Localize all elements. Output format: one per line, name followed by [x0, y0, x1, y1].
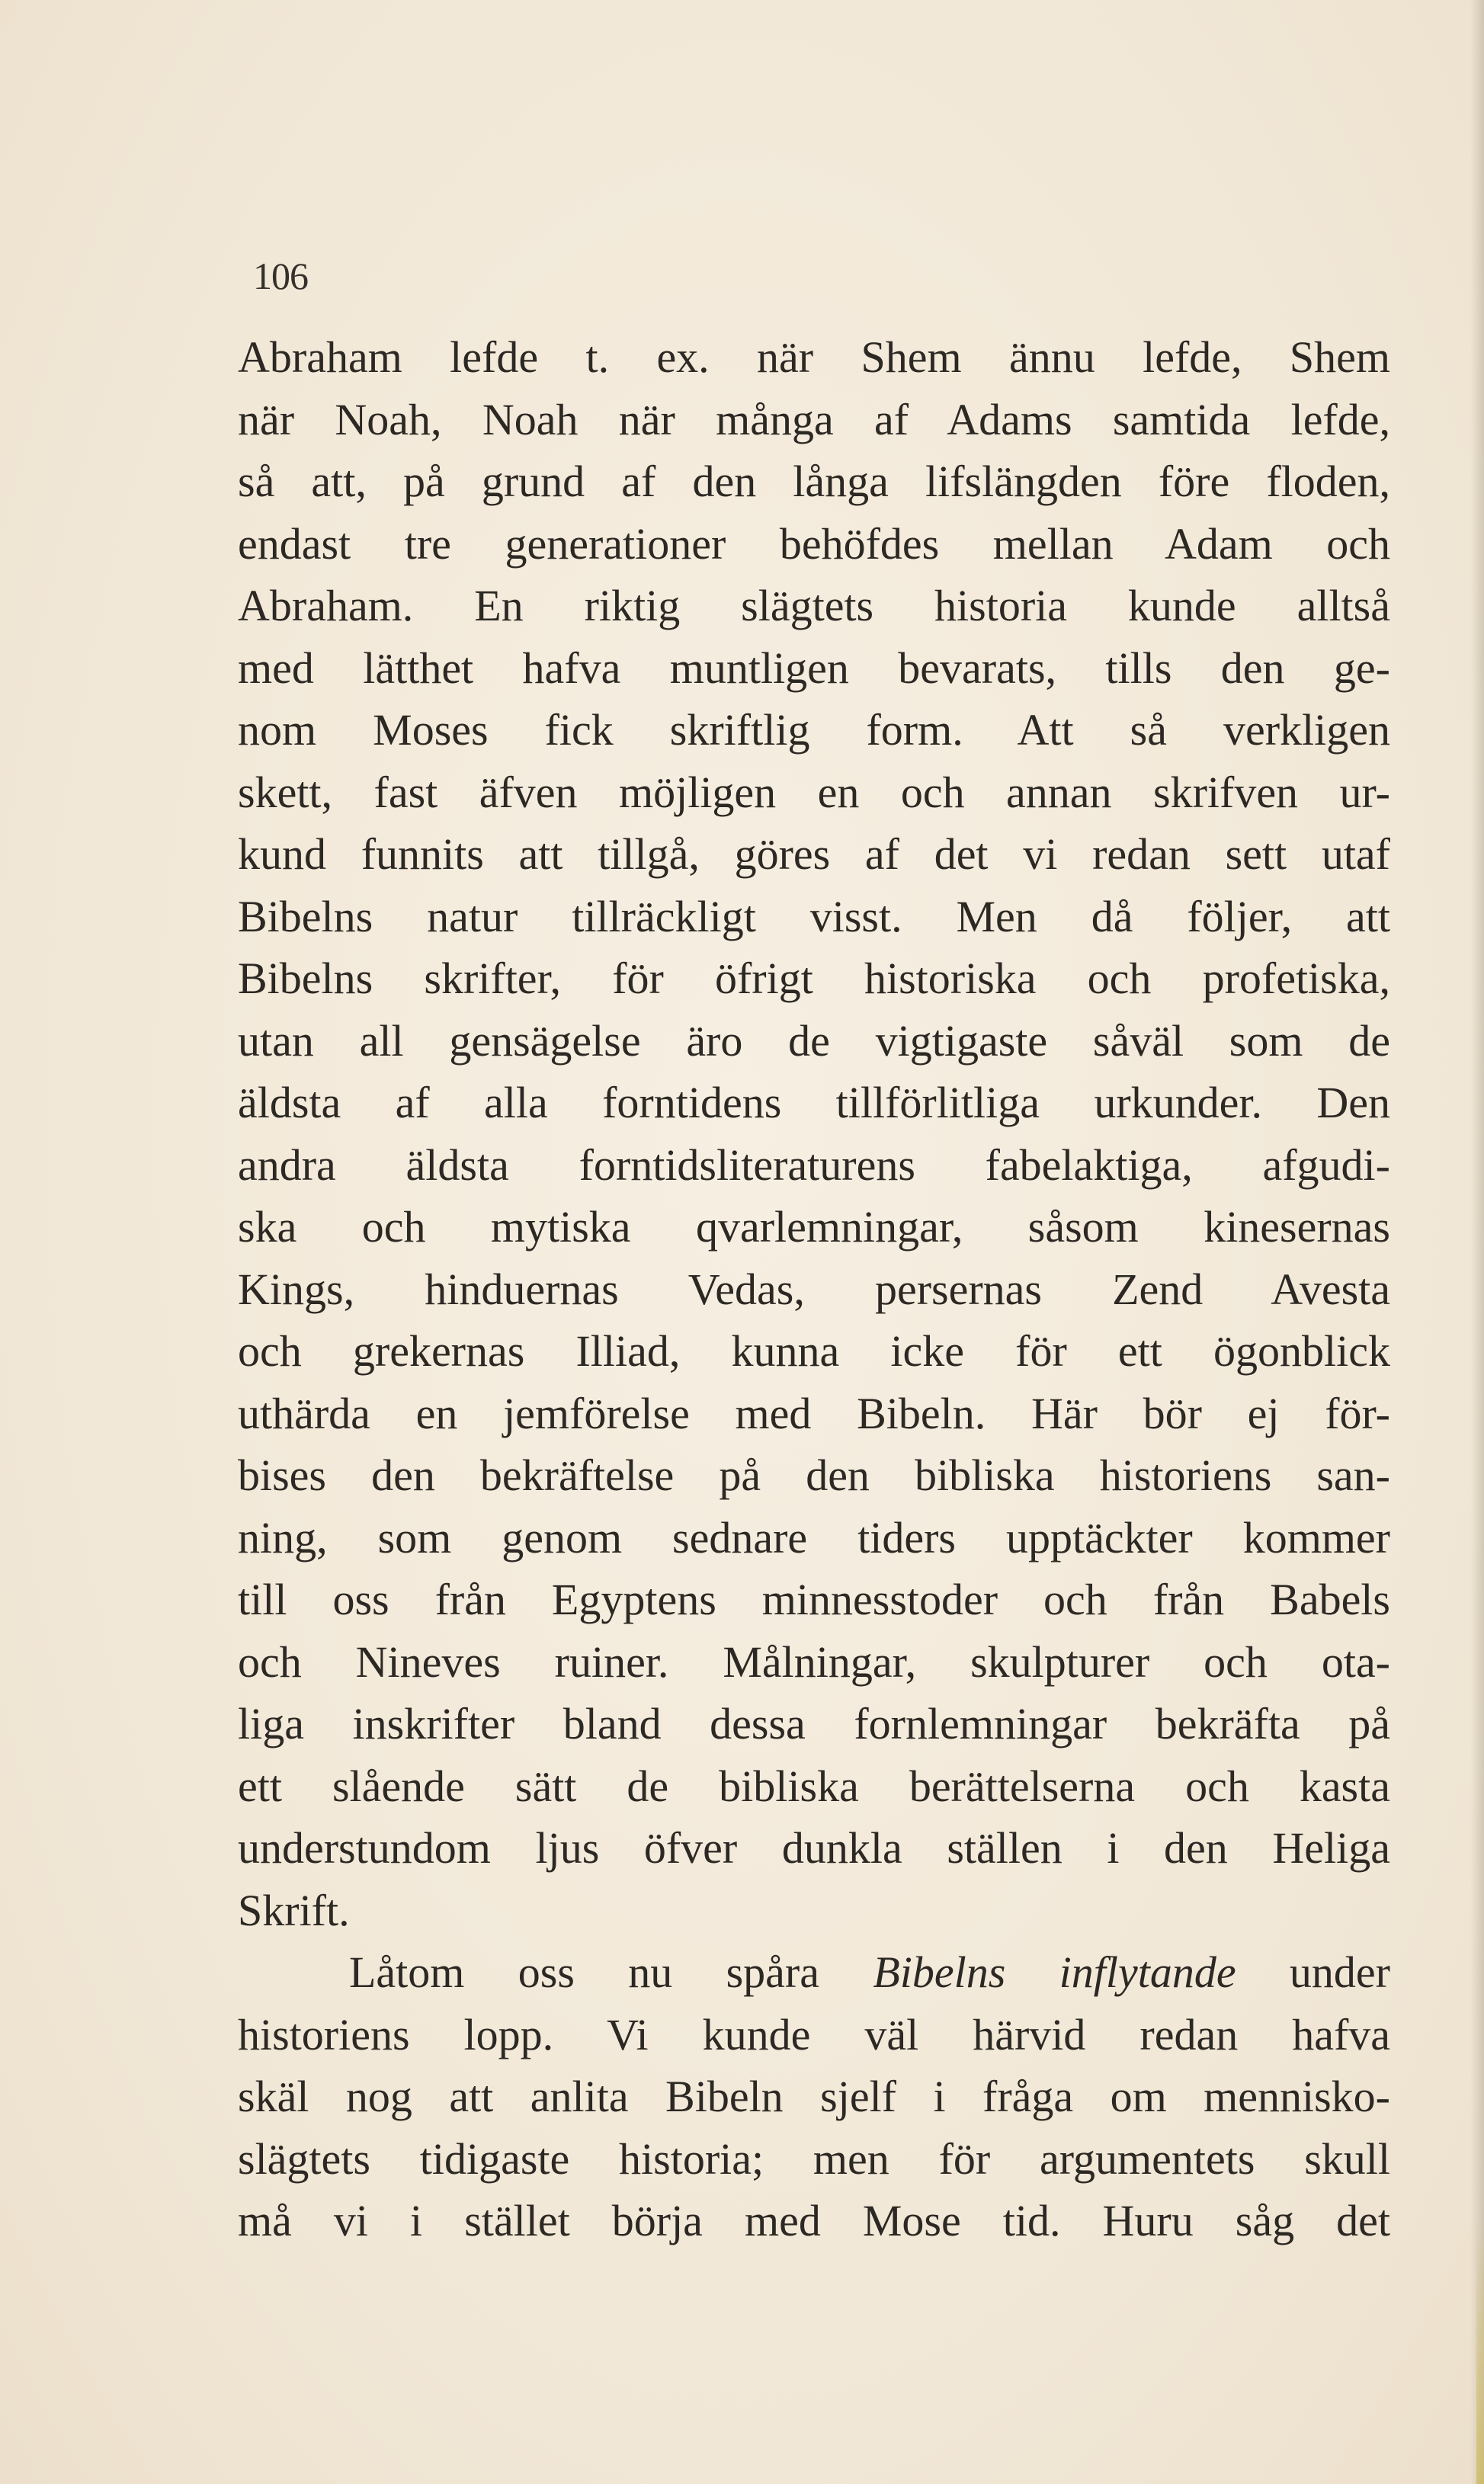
text-line: andra äldsta forntidsliteraturens fabelaktiga, afgudi- [238, 1139, 1390, 1190]
emphasized-phrase: Bibelns inflytande [873, 1947, 1236, 1997]
text-line: uthärda en jemförelse med Bibeln. Här bör ej för- [238, 1388, 1390, 1438]
text-line: kund funnits att tillgå, göres af det vi redan sett utaf [238, 829, 1390, 879]
text-line: skett, fast äfven möjligen en och annan skrifven ur- [238, 767, 1390, 817]
text-line: historiens lopp. Vi kunde väl härvid redan hafva [238, 2009, 1390, 2059]
text-line: Bibelns skrifter, för öfrigt historiska och profetiska, [238, 954, 1390, 1003]
text-line: Skrift. [238, 1885, 350, 1935]
text-line: till oss från Egyptens minnesstoder och från Babels [238, 1575, 1390, 1624]
text-line: liga inskrifter bland dessa fornlemningar bekräfta på [238, 1699, 1390, 1748]
body-text [238, 326, 1390, 2252]
text-line: äldsta af alla forntidens tillförlitliga urkunder. Den [238, 1078, 1390, 1127]
text-line: nom Moses fick skriftlig form. Att så verkligen [238, 705, 1390, 755]
text-line: understundom ljus öfver dunkla ställen i den Heliga [238, 1823, 1390, 1873]
text-line: ett slående sätt de bibliska berättelserna och kasta [238, 1761, 1390, 1811]
text-line: slägtets tidigaste historia; men för argumentets skull [238, 2133, 1390, 2184]
text-line: ska och mytiska qvarlemningar, såsom kinesernas [238, 1202, 1390, 1252]
text-line: med lätthet hafva muntligen bevarats, tills den ge- [238, 643, 1390, 693]
page-edge-shadow [1470, 0, 1484, 2484]
text-line: när Noah, Noah när många af Adams samtida lefde, [238, 394, 1390, 444]
text-run: Låtom oss nu spåra [349, 1947, 873, 1997]
text-line: och Nineves ruiner. Målningar, skulpturer och ota- [238, 1636, 1390, 1687]
text-line: må vi i stället börja med Mose tid. Huru såg det [238, 2196, 1390, 2245]
text-line: bises den bekräftelse på den bibliska historiens san- [238, 1450, 1390, 1500]
text-line: Bibelns natur tillräckligt visst. Men då följer, att [238, 891, 1390, 941]
text-line: skäl nog att anlita Bibeln sjelf i fråga om mennisko- [238, 2072, 1390, 2121]
text-line: och grekernas Illiad, kunna icke för ett ögonblick [238, 1326, 1390, 1376]
text-line: utan all gensägelse äro de vigtigaste såväl som de [238, 1015, 1390, 1066]
page-number: 106 [253, 255, 308, 297]
text-line: så att, på grund af den långa lifslängden före floden, [238, 457, 1390, 506]
page-edge-mark [1476, 2225, 1484, 2484]
text-line: Kings, hinduernas Vedas, persernas Zend Avesta [238, 1264, 1390, 1314]
paragraph-start-line [238, 1941, 1390, 2004]
text-line: Abraham. En riktig slägtets historia kunde alltså [238, 581, 1390, 630]
text-run: under [1236, 1947, 1390, 1997]
text-line: ning, som genom sednare tiders upptäckter kommer [238, 1512, 1390, 1563]
text-line: endast tre generationer behöfdes mellan Adam och [238, 518, 1390, 569]
text-line: Abraham lefde t. ex. när Shem ännu lefde, Shem [238, 332, 1390, 382]
